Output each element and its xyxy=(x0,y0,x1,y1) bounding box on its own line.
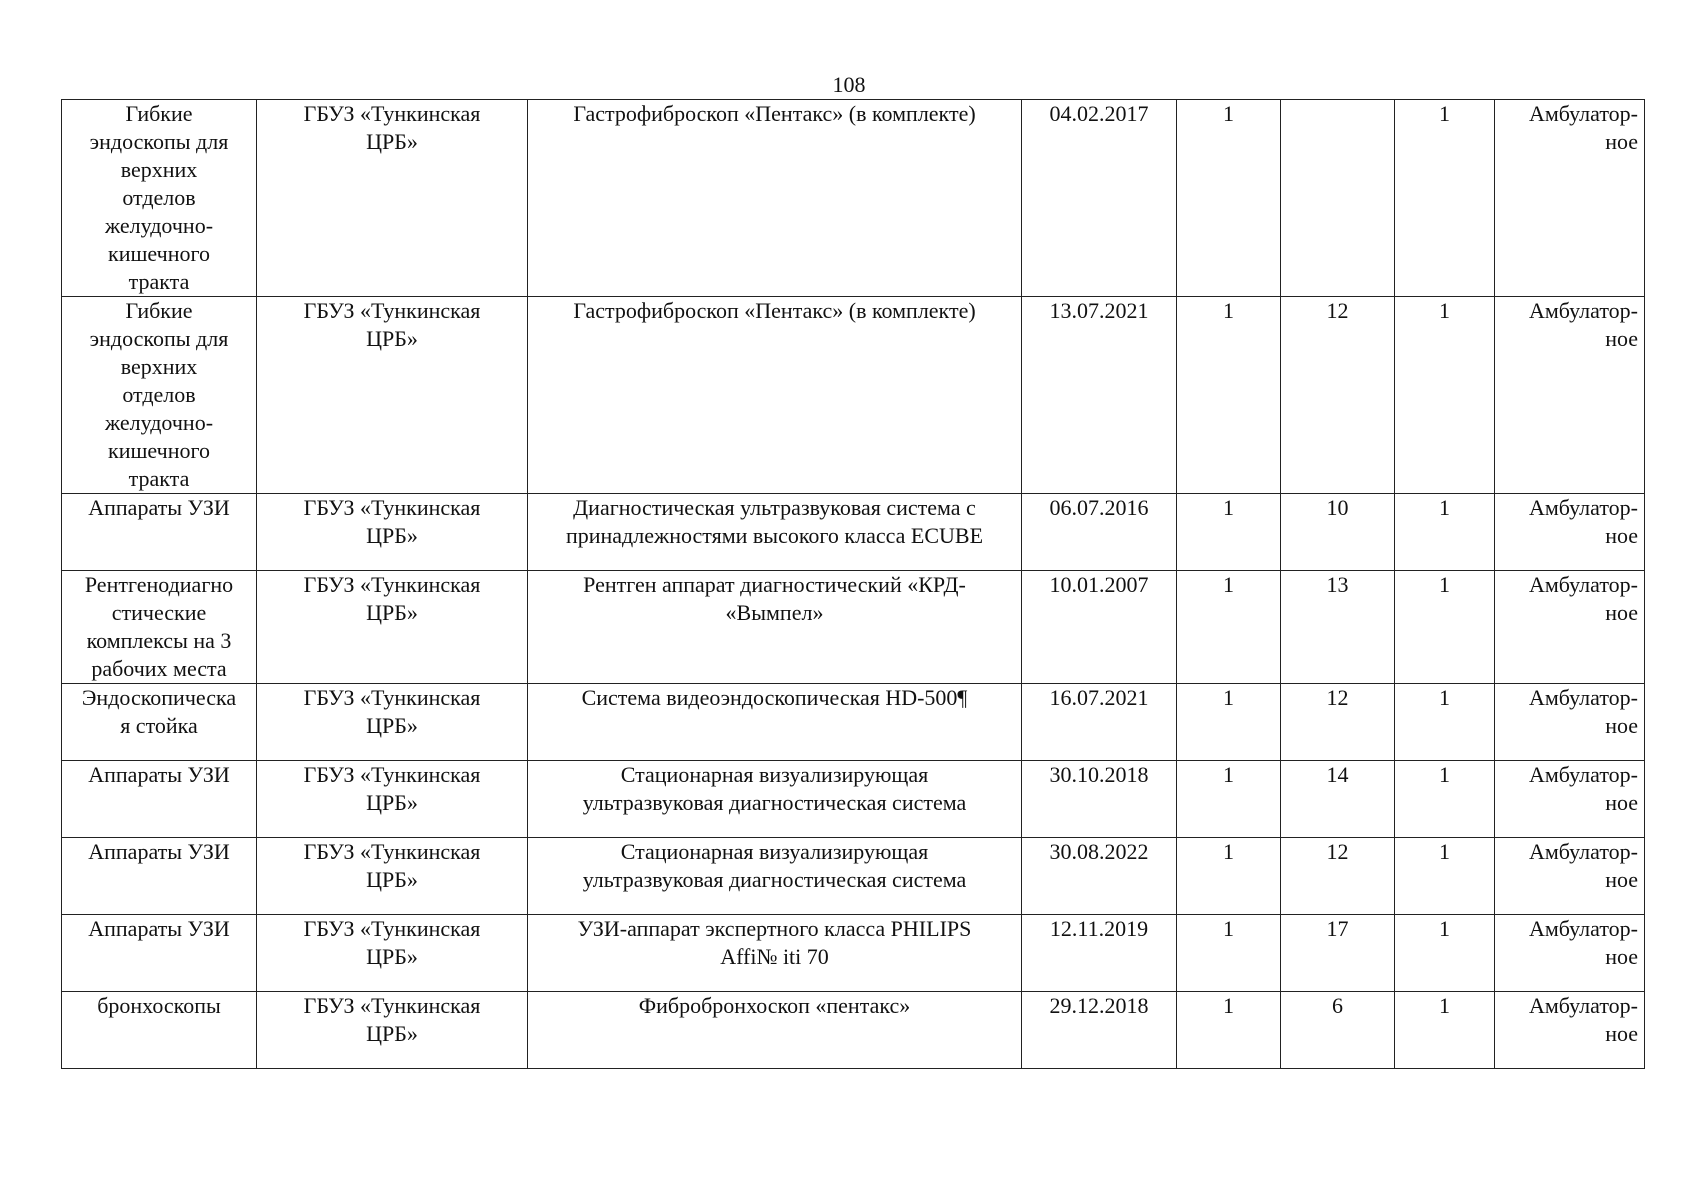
quantity-cell xyxy=(1177,100,1281,297)
count-text: 1 xyxy=(1439,839,1450,864)
term-cell xyxy=(1281,838,1395,915)
equipment-cell xyxy=(528,761,1022,838)
equipment-cell xyxy=(528,297,1022,494)
date-text: 04.02.2017 xyxy=(1049,101,1149,126)
date-cell xyxy=(1022,684,1177,761)
quantity-text: 1 xyxy=(1223,916,1234,941)
count-cell xyxy=(1395,992,1495,1069)
term-text: 12 xyxy=(1326,839,1349,864)
care-type-cell xyxy=(1495,761,1645,838)
term-cell xyxy=(1281,100,1395,297)
table-row xyxy=(62,571,1645,684)
category-cell xyxy=(62,297,257,494)
quantity-text: 1 xyxy=(1223,572,1234,597)
equipment-cell xyxy=(528,684,1022,761)
date-cell xyxy=(1022,915,1177,992)
date-text: 30.10.2018 xyxy=(1049,762,1149,787)
care-type-text: Амбулатор- ное xyxy=(1528,495,1638,548)
category-text: Аппараты УЗИ xyxy=(88,762,230,787)
term-cell xyxy=(1281,915,1395,992)
term-text: 6 xyxy=(1332,993,1343,1018)
term-cell xyxy=(1281,494,1395,571)
date-cell xyxy=(1022,838,1177,915)
care-type-cell xyxy=(1495,915,1645,992)
organization-text: ГБУЗ «Тункинская ЦРБ» xyxy=(303,839,481,892)
organization-text: ГБУЗ «Тункинская ЦРБ» xyxy=(303,685,481,738)
term-text: 12 xyxy=(1326,685,1349,710)
organization-text: ГБУЗ «Тункинская ЦРБ» xyxy=(303,916,481,969)
quantity-text: 1 xyxy=(1223,101,1234,126)
care-type-cell xyxy=(1495,297,1645,494)
equipment-text: Система видеоэндоскопическая HD-500¶ xyxy=(581,685,968,710)
equipment-text: Гастрофиброскоп «Пентакс» (в комплекте) xyxy=(573,298,976,323)
quantity-text: 1 xyxy=(1223,762,1234,787)
table-row xyxy=(62,494,1645,571)
category-cell xyxy=(62,100,257,297)
term-cell xyxy=(1281,684,1395,761)
date-cell xyxy=(1022,571,1177,684)
equipment-cell xyxy=(528,494,1022,571)
organization-cell xyxy=(257,100,528,297)
equipment-text: УЗИ-аппарат экспертного класса PHILIPS Affi№ iti 70 xyxy=(577,916,972,969)
equipment-table xyxy=(61,99,1645,1069)
category-text: бронхоскопы xyxy=(97,993,221,1018)
quantity-text: 1 xyxy=(1223,298,1234,323)
category-cell xyxy=(62,494,257,571)
quantity-cell xyxy=(1177,494,1281,571)
quantity-text: 1 xyxy=(1223,685,1234,710)
page-number: 108 xyxy=(832,72,866,97)
organization-cell xyxy=(257,571,528,684)
count-text: 1 xyxy=(1439,101,1450,126)
quantity-cell xyxy=(1177,992,1281,1069)
count-text: 1 xyxy=(1439,298,1450,323)
table-row xyxy=(62,100,1645,297)
equipment-text: Стационарная визуализирующая ультразвуковая диагностическая система xyxy=(582,839,967,892)
care-type-text: Амбулатор- ное xyxy=(1528,685,1638,738)
count-text: 1 xyxy=(1439,495,1450,520)
equipment-cell xyxy=(528,992,1022,1069)
equipment-cell xyxy=(528,571,1022,684)
quantity-cell xyxy=(1177,915,1281,992)
category-cell xyxy=(62,684,257,761)
count-cell xyxy=(1395,494,1495,571)
category-cell xyxy=(62,915,257,992)
category-text: Гибкие эндоскопы для верхних отделов желудочно- кишечного тракта xyxy=(89,101,229,294)
care-type-cell xyxy=(1495,494,1645,571)
quantity-text: 1 xyxy=(1223,993,1234,1018)
quantity-cell xyxy=(1177,761,1281,838)
care-type-text: Амбулатор- ное xyxy=(1528,101,1638,154)
organization-cell xyxy=(257,838,528,915)
date-text: 16.07.2021 xyxy=(1049,685,1149,710)
equipment-text: Диагностическая ультразвуковая система с принадлежностями высокого класса ECUBE xyxy=(565,495,984,548)
date-cell xyxy=(1022,761,1177,838)
care-type-cell xyxy=(1495,838,1645,915)
category-text: Аппараты УЗИ xyxy=(88,916,230,941)
care-type-cell xyxy=(1495,992,1645,1069)
organization-cell xyxy=(257,761,528,838)
category-cell xyxy=(62,992,257,1069)
organization-text: ГБУЗ «Тункинская ЦРБ» xyxy=(303,101,481,154)
equipment-text: Гастрофиброскоп «Пентакс» (в комплекте) xyxy=(573,101,976,126)
count-cell xyxy=(1395,100,1495,297)
care-type-text: Амбулатор- ное xyxy=(1528,298,1638,351)
organization-cell xyxy=(257,915,528,992)
count-cell xyxy=(1395,761,1495,838)
date-text: 29.12.2018 xyxy=(1049,993,1149,1018)
category-cell xyxy=(62,838,257,915)
equipment-cell xyxy=(528,100,1022,297)
care-type-cell xyxy=(1495,100,1645,297)
care-type-cell xyxy=(1495,571,1645,684)
organization-text: ГБУЗ «Тункинская ЦРБ» xyxy=(303,572,481,625)
equipment-cell xyxy=(528,838,1022,915)
table-row xyxy=(62,684,1645,761)
category-text: Рентгенодиагно стические комплексы на 3 рабочих места xyxy=(84,572,234,681)
organization-cell xyxy=(257,684,528,761)
date-text: 30.08.2022 xyxy=(1049,839,1149,864)
organization-text: ГБУЗ «Тункинская ЦРБ» xyxy=(303,762,481,815)
count-text: 1 xyxy=(1439,762,1450,787)
date-cell xyxy=(1022,494,1177,571)
care-type-text: Амбулатор- ное xyxy=(1528,839,1638,892)
term-cell xyxy=(1281,761,1395,838)
date-cell xyxy=(1022,297,1177,494)
category-cell xyxy=(62,761,257,838)
table-row xyxy=(62,915,1645,992)
term-text: 13 xyxy=(1326,572,1349,597)
organization-cell xyxy=(257,297,528,494)
term-cell xyxy=(1281,571,1395,684)
equipment-cell xyxy=(528,915,1022,992)
count-cell xyxy=(1395,297,1495,494)
count-text: 1 xyxy=(1439,572,1450,597)
term-cell xyxy=(1281,297,1395,494)
care-type-text: Амбулатор- ное xyxy=(1528,993,1638,1046)
quantity-text: 1 xyxy=(1223,495,1234,520)
category-text: Аппараты УЗИ xyxy=(88,495,230,520)
quantity-cell xyxy=(1177,571,1281,684)
date-cell xyxy=(1022,100,1177,297)
equipment-text: Рентген аппарат диагностический «КРД- «Вымпел» xyxy=(583,572,966,625)
term-text: 14 xyxy=(1326,762,1349,787)
term-text: 10 xyxy=(1326,495,1349,520)
count-cell xyxy=(1395,571,1495,684)
organization-cell xyxy=(257,992,528,1069)
quantity-cell xyxy=(1177,838,1281,915)
category-text: Аппараты УЗИ xyxy=(88,839,230,864)
date-text: 06.07.2016 xyxy=(1049,495,1149,520)
organization-cell xyxy=(257,494,528,571)
category-text: Эндоскопическа я стойка xyxy=(81,685,237,738)
table-row xyxy=(62,992,1645,1069)
care-type-text: Амбулатор- ное xyxy=(1528,916,1638,969)
count-text: 1 xyxy=(1439,993,1450,1018)
count-text: 1 xyxy=(1439,685,1450,710)
care-type-cell xyxy=(1495,684,1645,761)
count-cell xyxy=(1395,915,1495,992)
term-cell xyxy=(1281,992,1395,1069)
organization-text: ГБУЗ «Тункинская ЦРБ» xyxy=(303,993,481,1046)
term-text: 12 xyxy=(1326,298,1349,323)
organization-text: ГБУЗ «Тункинская ЦРБ» xyxy=(303,495,481,548)
date-text: 10.01.2007 xyxy=(1049,572,1149,597)
quantity-cell xyxy=(1177,297,1281,494)
quantity-text: 1 xyxy=(1223,839,1234,864)
count-text: 1 xyxy=(1439,916,1450,941)
care-type-text: Амбулатор- ное xyxy=(1528,762,1638,815)
category-cell xyxy=(62,571,257,684)
term-text: 17 xyxy=(1326,916,1349,941)
date-cell xyxy=(1022,992,1177,1069)
count-cell xyxy=(1395,684,1495,761)
table-row xyxy=(62,761,1645,838)
quantity-cell xyxy=(1177,684,1281,761)
table-row xyxy=(62,297,1645,494)
date-text: 12.11.2019 xyxy=(1049,916,1149,941)
table-row xyxy=(62,838,1645,915)
date-text: 13.07.2021 xyxy=(1049,298,1149,323)
care-type-text: Амбулатор- ное xyxy=(1528,572,1638,625)
organization-text: ГБУЗ «Тункинская ЦРБ» xyxy=(303,298,481,351)
count-cell xyxy=(1395,838,1495,915)
category-text: Гибкие эндоскопы для верхних отделов желудочно- кишечного тракта xyxy=(89,298,229,491)
equipment-text: Стационарная визуализирующая ультразвуковая диагностическая система xyxy=(582,762,967,815)
equipment-text: Фибробронхоскоп «пентакс» xyxy=(638,993,911,1018)
